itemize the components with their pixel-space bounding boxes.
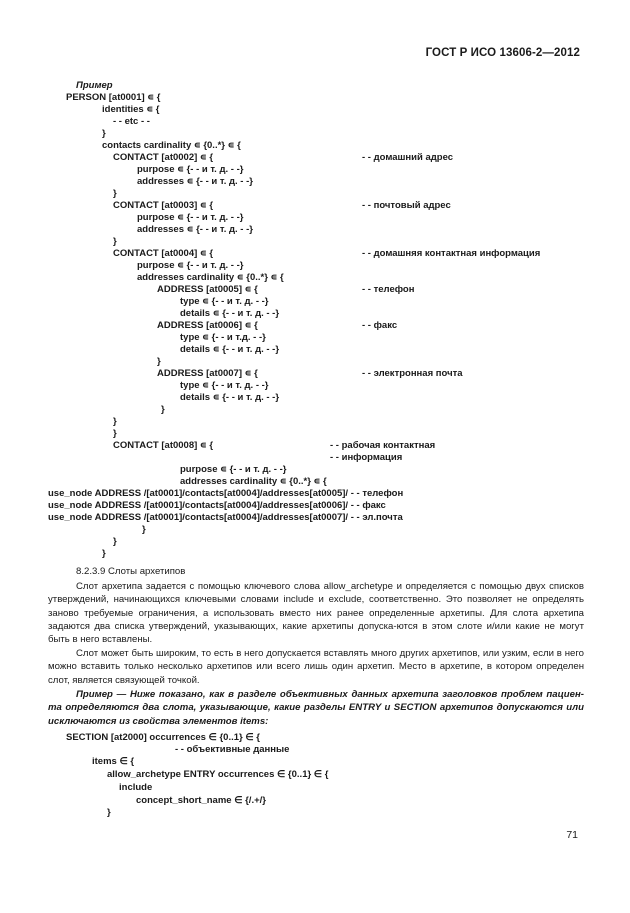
paragraph: Слот архетипа задается с помощью ключевого слова allow_archetype и определяется с помощью двух списков утверждений, начинающихся ключевыми словами include и exclude, соответственно. Это позволяет не определять заново требуемые ограничения, а использовать вместо них ранее определенные архетипы. Для слота архетипа задаются два списка утверждений, указывающих, какие архетипы допуска-ются в этом слоте и/или какие не могут быть в него вставлены.: [48, 581, 584, 646]
code-line: purpose ∊ {- - и т. д. - -}: [137, 260, 244, 271]
code-line: details ∊ {- - и т. д. - -}: [180, 344, 280, 355]
page-number: 71: [566, 829, 578, 841]
code-line: }: [113, 428, 117, 439]
code-line: purpose ∊ {- - и т. д. - -}: [180, 464, 287, 475]
code-line: SECTION [at2000] occurrences ∈ {0..1} ∈ {: [66, 732, 260, 743]
code-line: ADDRESS [at0005] ∊ {: [157, 284, 258, 295]
code-line: details ∊ {- - и т. д. - -}: [180, 392, 280, 403]
section-heading: 8.2.3.9 Слоты архетипов: [76, 566, 186, 577]
code-line: addresses cardinality ∊ {0..*} ∊ {: [137, 272, 284, 283]
code-line: }: [113, 416, 117, 427]
code-line: use_node ADDRESS /[at0001]/contacts[at0004]/addresses[at0005]/ - - телефон: [48, 488, 404, 499]
paragraph: Слот может быть широким, то есть в него допускается вставлять много других архетипов, или узким, если в него можно вставить только несколько архетипов или всего лишь один архетип. Место в архетипе, в котором определен слот, является связующей точкой.: [48, 648, 584, 686]
code-comment: - - домашний адрес: [362, 152, 454, 163]
code-line: }: [113, 536, 117, 547]
code-line: - - etc - -: [113, 116, 150, 127]
code-line: }: [102, 548, 106, 559]
code-line: allow_archetype ENTRY occurrences ∈ {0..1} ∈ {: [107, 769, 329, 780]
code-line: type ∊ {- - и т. д. - -}: [180, 380, 269, 391]
code-comment: - - почтовый адрес: [362, 200, 451, 211]
code-line: type ∊ {- - и т.д. - -}: [180, 332, 266, 343]
code-line: identities ∊ {: [102, 104, 160, 115]
code-comment: - - информация: [330, 452, 403, 463]
code-comment: - - домашняя контактная информация: [362, 248, 541, 259]
code-line: CONTACT [at0002] ∊ {: [113, 152, 214, 163]
code-line: }: [113, 236, 117, 247]
code-line: purpose ∊ {- - и т. д. - -}: [137, 164, 244, 175]
code-line: CONTACT [at0004] ∊ {: [113, 248, 214, 259]
code-line: Пример: [76, 80, 113, 91]
code-line: }: [102, 128, 106, 139]
code-line: details ∊ {- - и т. д. - -}: [180, 308, 280, 319]
code-comment: - - телефон: [362, 284, 415, 295]
code-line: }: [142, 524, 146, 535]
code-line: contacts cardinality ∊ {0..*} ∊ {: [102, 140, 241, 151]
code-comment: - - факс: [362, 320, 398, 331]
code-line: }: [107, 807, 111, 818]
code-line: CONTACT [at0008] ∊ {: [113, 440, 214, 451]
code-line: addresses cardinality ∊ {0..*} ∊ {: [180, 476, 327, 487]
code-line: type ∊ {- - и т. д. - -}: [180, 296, 269, 307]
code-line: PERSON [at0001] ∊ {: [66, 92, 161, 103]
code-line: use_node ADDRESS /[at0001]/contacts[at0004]/addresses[at0006]/ - - факс: [48, 500, 386, 511]
code-line: }: [161, 404, 165, 415]
code-line: ADDRESS [at0006] ∊ {: [157, 320, 258, 331]
code-line: }: [113, 188, 117, 199]
code-comment: - - рабочая контактная: [330, 440, 436, 451]
code-line: concept_short_name ∈ {/.+/}: [136, 795, 266, 806]
page-header: ГОСТ Р ИСО 13606-2—2012: [425, 47, 580, 59]
code-line: - - объективные данные: [175, 744, 290, 755]
code-line: }: [157, 356, 161, 367]
example-paragraph: Пример — Ниже показано, как в разделе объективных данных архетипа заголовков проблем пациен-та определяются два слота, указывающие, какие разделы ENTRY и SECTION архетипов допускаются или исключаются из свойства элементов items:: [48, 689, 584, 727]
code-line: include: [119, 782, 153, 793]
code-line: CONTACT [at0003] ∊ {: [113, 200, 214, 211]
code-line: ADDRESS [at0007] ∊ {: [157, 368, 258, 379]
code-line: addresses ∊ {- - и т. д. - -}: [137, 224, 253, 235]
code-line: addresses ∊ {- - и т. д. - -}: [137, 176, 253, 187]
code-line: use_node ADDRESS /[at0001]/contacts[at0004]/addresses[at0007]/ - - эл.почта: [48, 512, 403, 523]
code-line: purpose ∊ {- - и т. д. - -}: [137, 212, 244, 223]
code-line: items ∈ {: [92, 756, 135, 767]
code-comment: - - электронная почта: [362, 368, 463, 379]
